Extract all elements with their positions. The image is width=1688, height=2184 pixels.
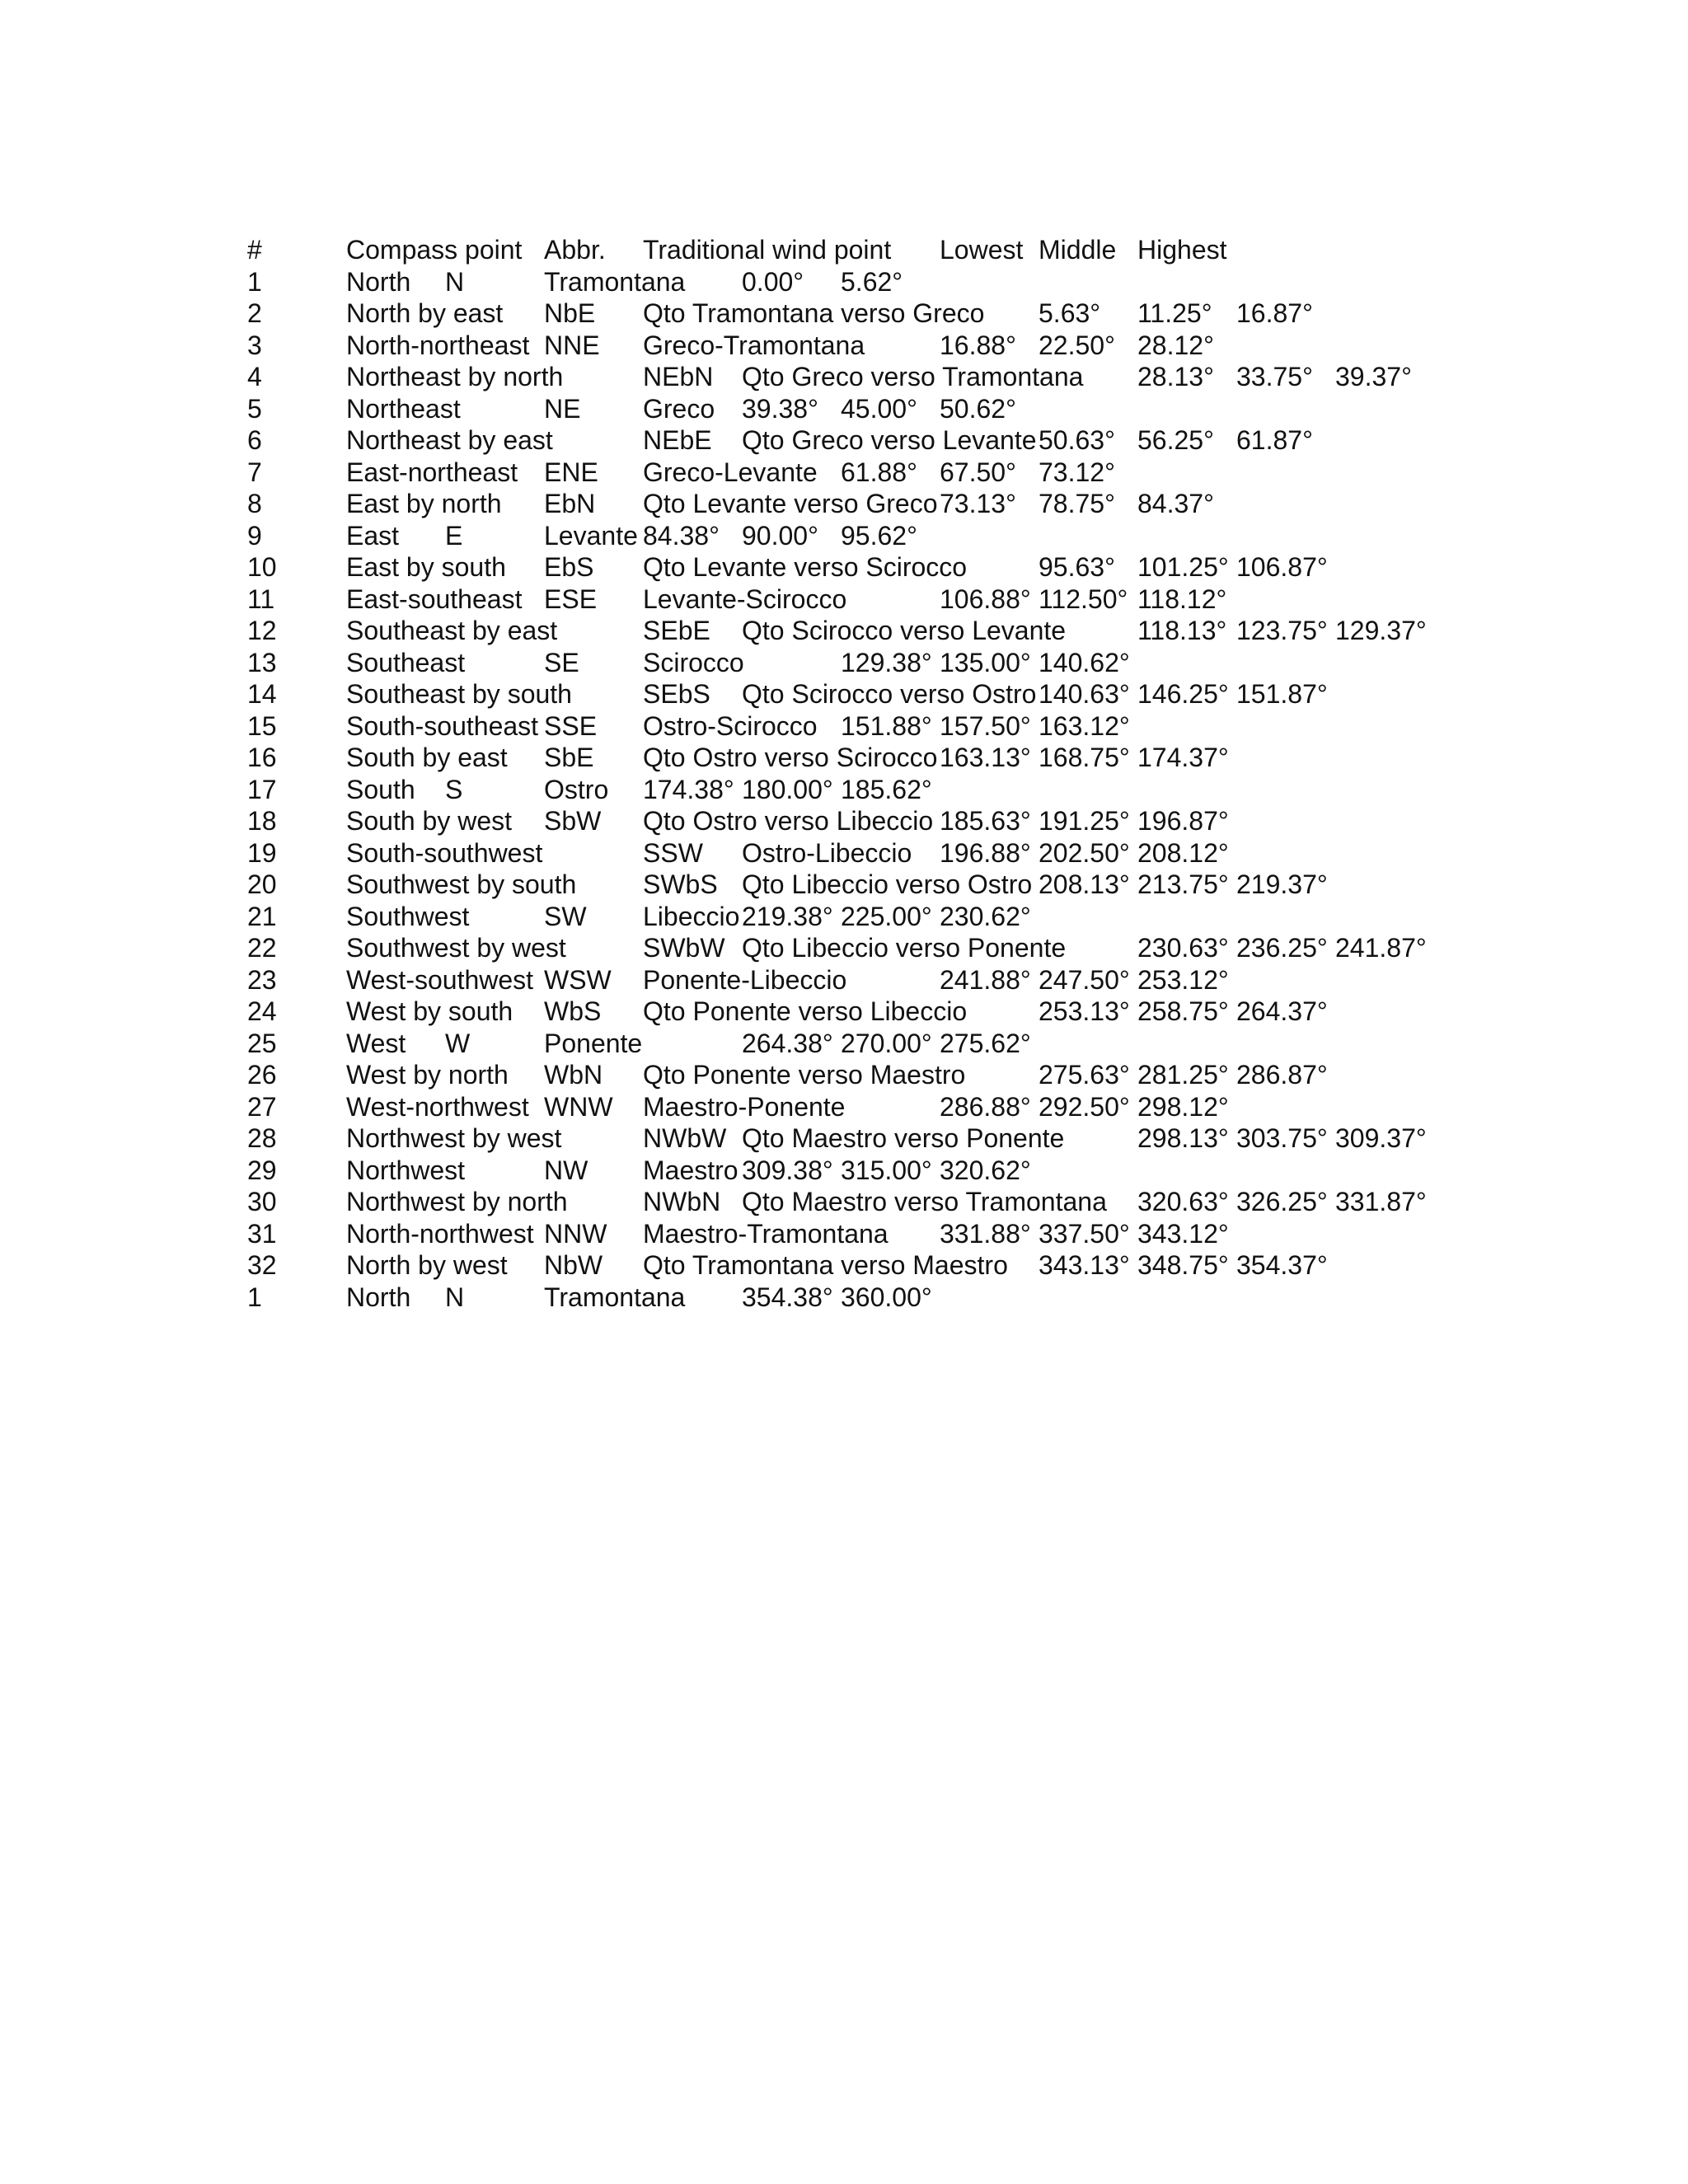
table-row xyxy=(247,1028,1484,1060)
row-15-cell-0: 16 xyxy=(247,743,277,772)
table-row xyxy=(247,615,1484,647)
table-row xyxy=(247,1186,1484,1218)
row-21-cell-0: 22 xyxy=(247,933,277,963)
row-20-cell-4: 219.38° xyxy=(742,901,833,931)
row-30-cell-6: 343.12° xyxy=(1137,1218,1229,1249)
row-25-cell-0: 26 xyxy=(247,1060,277,1090)
table-row xyxy=(247,742,1484,774)
row-4-cell-0: 5 xyxy=(247,393,262,424)
row-22-cell-6: 253.12° xyxy=(1137,964,1229,995)
row-17-cell-4: 185.63° xyxy=(940,806,1031,836)
row-30-cell-3: Maestro-Tramontana xyxy=(643,1218,889,1249)
row-0-cell-3: Tramontana xyxy=(544,266,686,297)
row-9-cell-2: EbS xyxy=(544,552,594,582)
row-32-cell-4: 354.38° xyxy=(742,1282,833,1312)
row-18-cell-0: 19 xyxy=(247,837,277,868)
table-row xyxy=(247,393,1484,425)
row-14-cell-1: South-southeast xyxy=(346,710,539,741)
row-30-cell-2: NNW xyxy=(544,1218,607,1249)
row-15-cell-4: 163.13° xyxy=(940,743,1031,772)
row-17-cell-5: 191.25° xyxy=(1039,806,1130,836)
row-19-cell-6: 219.37° xyxy=(1236,869,1328,899)
row-11-cell-1: Southeast by east xyxy=(346,616,558,645)
row-1-cell-5: 11.25° xyxy=(1137,298,1212,328)
row-16-cell-4: 174.38° xyxy=(643,774,734,804)
header-cell-1: Compass point xyxy=(346,235,523,265)
row-16-cell-5: 180.00° xyxy=(742,774,833,804)
row-10-cell-4: 106.88° xyxy=(940,583,1031,614)
row-13-cell-1: Southeast by south xyxy=(346,679,572,709)
table-row xyxy=(247,774,1484,806)
row-1-cell-0: 2 xyxy=(247,298,262,328)
row-10-cell-3: Levante-Scirocco xyxy=(643,583,847,614)
row-6-cell-6: 73.12° xyxy=(1039,457,1115,487)
row-11-cell-3: Qto Scirocco verso Levante xyxy=(742,616,1067,645)
row-20-cell-0: 21 xyxy=(247,901,277,931)
row-7-cell-5: 78.75° xyxy=(1039,489,1115,518)
row-1-cell-6: 16.87° xyxy=(1236,298,1313,328)
row-29-cell-5: 326.25° xyxy=(1236,1187,1328,1216)
row-31-cell-1: North by west xyxy=(346,1250,508,1280)
row-6-cell-2: ENE xyxy=(544,457,598,487)
row-25-cell-6: 286.87° xyxy=(1236,1060,1328,1090)
row-30-cell-0: 31 xyxy=(247,1218,277,1249)
row-12-cell-6: 140.62° xyxy=(1039,647,1130,677)
row-19-cell-0: 20 xyxy=(247,869,277,899)
row-31-cell-4: 343.13° xyxy=(1039,1250,1130,1280)
row-24-cell-0: 25 xyxy=(247,1028,277,1058)
row-27-cell-3: Qto Maestro verso Ponente xyxy=(742,1123,1065,1153)
compass-points-document xyxy=(247,234,1484,1313)
row-4-cell-4: 39.38° xyxy=(742,393,818,424)
row-27-cell-0: 28 xyxy=(247,1123,277,1153)
row-14-cell-2: SSE xyxy=(544,710,598,741)
row-22-cell-2: WSW xyxy=(544,964,612,995)
row-11-cell-0: 12 xyxy=(247,616,277,645)
table-row xyxy=(247,1059,1484,1091)
row-3-cell-4: 28.13° xyxy=(1137,362,1214,391)
row-5-cell-2: NEbE xyxy=(643,425,712,455)
rows-container xyxy=(247,266,1484,1314)
row-2-cell-0: 3 xyxy=(247,330,262,360)
row-14-cell-3: Ostro-Scirocco xyxy=(643,710,818,741)
row-8-cell-1: East xyxy=(346,520,400,551)
row-18-cell-4: 196.88° xyxy=(940,837,1031,868)
row-19-cell-2: SWbS xyxy=(643,869,718,899)
row-0-cell-1: North xyxy=(346,266,411,297)
row-20-cell-5: 225.00° xyxy=(841,901,932,931)
table-row xyxy=(247,330,1484,362)
row-28-cell-1: Northwest xyxy=(346,1155,466,1185)
row-11-cell-5: 123.75° xyxy=(1236,616,1328,645)
table-row xyxy=(247,488,1484,520)
header-line xyxy=(247,234,1484,266)
row-31-cell-6: 354.37° xyxy=(1236,1250,1328,1280)
row-1-cell-4: 5.63° xyxy=(1039,298,1101,328)
row-9-cell-4: 95.63° xyxy=(1039,552,1115,582)
row-7-cell-6: 84.37° xyxy=(1137,489,1214,518)
header-cell-2: Abbr. xyxy=(544,235,606,265)
row-0-cell-4: 0.00° xyxy=(742,266,804,297)
row-1-cell-1: North by east xyxy=(346,298,504,328)
header-cell-3: Traditional wind point xyxy=(643,235,892,265)
row-16-cell-0: 17 xyxy=(247,774,277,804)
row-25-cell-2: WbN xyxy=(544,1060,603,1090)
row-2-cell-3: Greco-Tramontana xyxy=(643,330,865,360)
table-row xyxy=(247,520,1484,552)
row-3-cell-2: NEbN xyxy=(643,362,714,391)
row-14-cell-4: 151.88° xyxy=(841,710,932,741)
row-21-cell-1: Southwest by west xyxy=(346,933,566,963)
row-8-cell-0: 9 xyxy=(247,520,262,551)
row-3-cell-5: 33.75° xyxy=(1236,362,1313,391)
row-20-cell-2: SW xyxy=(544,901,587,931)
row-11-cell-2: SEbE xyxy=(643,616,710,645)
row-4-cell-1: Northeast xyxy=(346,393,461,424)
row-20-cell-3: Libeccio xyxy=(643,901,740,931)
row-5-cell-0: 6 xyxy=(247,425,262,455)
row-30-cell-5: 337.50° xyxy=(1039,1218,1130,1249)
row-4-cell-2: NE xyxy=(544,393,581,424)
header-cell-4: Lowest xyxy=(940,235,1024,265)
row-7-cell-0: 8 xyxy=(247,489,262,518)
row-1-cell-2: NbE xyxy=(544,298,596,328)
row-5-cell-6: 61.87° xyxy=(1236,425,1313,455)
table-row xyxy=(247,1249,1484,1282)
row-17-cell-3: Qto Ostro verso Libeccio xyxy=(643,806,934,836)
row-23-cell-1: West by south xyxy=(346,996,513,1026)
row-28-cell-5: 315.00° xyxy=(841,1155,932,1185)
header-cell-5: Middle xyxy=(1039,235,1117,265)
row-6-cell-5: 67.50° xyxy=(940,457,1016,487)
row-10-cell-5: 112.50° xyxy=(1039,583,1128,614)
row-9-cell-5: 101.25° xyxy=(1137,552,1229,582)
row-2-cell-6: 28.12° xyxy=(1137,330,1214,360)
row-29-cell-1: Northwest by north xyxy=(346,1187,568,1216)
row-31-cell-5: 348.75° xyxy=(1137,1250,1229,1280)
row-7-cell-4: 73.13° xyxy=(940,489,1016,518)
row-12-cell-3: Scirocco xyxy=(643,647,744,677)
row-31-cell-2: NbW xyxy=(544,1250,603,1280)
row-23-cell-5: 258.75° xyxy=(1137,996,1229,1026)
row-23-cell-3: Qto Ponente verso Libeccio xyxy=(643,996,968,1026)
row-30-cell-4: 331.88° xyxy=(940,1218,1031,1249)
row-17-cell-0: 18 xyxy=(247,806,277,836)
row-13-cell-5: 146.25° xyxy=(1137,679,1229,709)
row-32-cell-5: 360.00° xyxy=(841,1282,932,1312)
table-row xyxy=(247,583,1484,616)
row-2-cell-1: North-northeast xyxy=(346,330,530,360)
table-row xyxy=(247,1282,1484,1314)
row-21-cell-5: 236.25° xyxy=(1236,933,1328,963)
row-21-cell-3: Qto Libeccio verso Ponente xyxy=(742,933,1067,963)
row-24-cell-5: 270.00° xyxy=(841,1028,932,1058)
row-26-cell-2: WNW xyxy=(544,1091,613,1122)
row-27-cell-2: NWbW xyxy=(643,1123,727,1153)
row-24-cell-4: 264.38° xyxy=(742,1028,833,1058)
table-row xyxy=(247,710,1484,743)
row-17-cell-2: SbW xyxy=(544,806,602,836)
table-row xyxy=(247,298,1484,330)
row-18-cell-5: 202.50° xyxy=(1039,837,1130,868)
row-24-cell-1: West xyxy=(346,1028,406,1058)
row-13-cell-4: 140.63° xyxy=(1039,679,1130,709)
row-29-cell-2: NWbN xyxy=(643,1187,721,1216)
row-14-cell-6: 163.12° xyxy=(1039,710,1130,741)
row-28-cell-3: Maestro xyxy=(643,1155,738,1185)
row-15-cell-1: South by east xyxy=(346,743,508,772)
row-28-cell-6: 320.62° xyxy=(940,1155,1031,1185)
row-10-cell-0: 11 xyxy=(247,583,275,614)
row-12-cell-0: 13 xyxy=(247,647,277,677)
row-31-cell-0: 32 xyxy=(247,1250,277,1280)
row-26-cell-3: Maestro-Ponente xyxy=(643,1091,846,1122)
row-25-cell-3: Qto Ponente verso Maestro xyxy=(643,1060,966,1090)
row-32-cell-1: North xyxy=(346,1282,411,1312)
row-25-cell-4: 275.63° xyxy=(1039,1060,1130,1090)
row-16-cell-3: Ostro xyxy=(544,774,609,804)
row-12-cell-1: Southeast xyxy=(346,647,466,677)
row-19-cell-3: Qto Libeccio verso Ostro xyxy=(742,869,1033,899)
header-cell-6: Highest xyxy=(1137,235,1227,265)
row-15-cell-5: 168.75° xyxy=(1039,743,1130,772)
row-18-cell-6: 208.12° xyxy=(1137,837,1229,868)
row-12-cell-2: SE xyxy=(544,647,579,677)
row-8-cell-2: E xyxy=(445,520,463,551)
row-2-cell-4: 16.88° xyxy=(940,330,1016,360)
table-row xyxy=(247,678,1484,710)
row-6-cell-3: Greco-Levante xyxy=(643,457,818,487)
row-10-cell-2: ESE xyxy=(544,583,598,614)
row-24-cell-3: Ponente xyxy=(544,1028,643,1058)
row-16-cell-2: S xyxy=(445,774,463,804)
row-23-cell-6: 264.37° xyxy=(1236,996,1328,1026)
row-29-cell-3: Qto Maestro verso Tramontana xyxy=(742,1187,1107,1216)
row-29-cell-4: 320.63° xyxy=(1137,1187,1229,1216)
row-11-cell-4: 118.13° xyxy=(1137,616,1227,645)
row-31-cell-3: Qto Tramontana verso Maestro xyxy=(643,1250,1008,1280)
row-9-cell-6: 106.87° xyxy=(1236,552,1328,582)
row-26-cell-6: 298.12° xyxy=(1137,1091,1229,1122)
row-8-cell-3: Levante xyxy=(544,520,638,551)
table-row xyxy=(247,932,1484,964)
row-15-cell-2: SbE xyxy=(544,743,594,772)
table-row xyxy=(247,837,1484,869)
row-12-cell-4: 129.38° xyxy=(841,647,932,677)
row-26-cell-5: 292.50° xyxy=(1039,1091,1130,1122)
table-row xyxy=(247,266,1484,298)
row-23-cell-0: 24 xyxy=(247,996,277,1026)
row-23-cell-4: 253.13° xyxy=(1039,996,1130,1026)
table-row xyxy=(247,1122,1484,1155)
header-cell-0: # xyxy=(247,235,262,265)
row-18-cell-1: South-southwest xyxy=(346,837,543,868)
table-row xyxy=(247,1218,1484,1250)
row-6-cell-0: 7 xyxy=(247,457,262,487)
row-11-cell-6: 129.37° xyxy=(1335,616,1427,645)
row-22-cell-4: 241.88° xyxy=(940,964,1031,995)
row-6-cell-1: East-northeast xyxy=(346,457,518,487)
row-25-cell-1: West by north xyxy=(346,1060,509,1090)
row-13-cell-0: 14 xyxy=(247,679,277,709)
row-9-cell-3: Qto Levante verso Scirocco xyxy=(643,552,968,582)
row-14-cell-0: 15 xyxy=(247,710,277,741)
row-0-cell-0: 1 xyxy=(247,266,262,297)
row-19-cell-1: Southwest by south xyxy=(346,869,577,899)
table-row xyxy=(247,551,1484,583)
row-3-cell-6: 39.37° xyxy=(1335,362,1412,391)
row-18-cell-3: Ostro-Libeccio xyxy=(742,837,912,868)
row-22-cell-1: West-southwest xyxy=(346,964,534,995)
row-4-cell-3: Greco xyxy=(643,393,715,424)
row-22-cell-5: 247.50° xyxy=(1039,964,1130,995)
row-27-cell-5: 303.75° xyxy=(1236,1123,1328,1153)
row-7-cell-1: East by north xyxy=(346,489,502,518)
row-15-cell-3: Qto Ostro verso Scirocco xyxy=(643,743,938,772)
row-21-cell-6: 241.87° xyxy=(1335,933,1427,963)
row-7-cell-2: EbN xyxy=(544,489,596,518)
row-13-cell-6: 151.87° xyxy=(1236,679,1328,709)
row-26-cell-4: 286.88° xyxy=(940,1091,1031,1122)
row-27-cell-6: 309.37° xyxy=(1335,1123,1427,1153)
table-row xyxy=(247,1091,1484,1123)
row-21-cell-4: 230.63° xyxy=(1137,933,1229,963)
row-22-cell-3: Ponente-Libeccio xyxy=(643,964,847,995)
row-29-cell-0: 30 xyxy=(247,1187,277,1216)
row-16-cell-6: 185.62° xyxy=(841,774,932,804)
row-2-cell-5: 22.50° xyxy=(1039,330,1115,360)
table-row xyxy=(247,424,1484,457)
row-8-cell-6: 95.62° xyxy=(841,520,917,551)
row-28-cell-0: 29 xyxy=(247,1155,277,1185)
row-24-cell-2: W xyxy=(445,1028,471,1058)
row-20-cell-1: Southwest xyxy=(346,901,470,931)
row-16-cell-1: South xyxy=(346,774,415,804)
row-32-cell-2: N xyxy=(445,1282,465,1312)
row-10-cell-1: East-southeast xyxy=(346,583,523,614)
table-row xyxy=(247,964,1484,996)
row-7-cell-3: Qto Levante verso Greco xyxy=(643,489,938,518)
row-30-cell-1: North-northwest xyxy=(346,1218,534,1249)
row-18-cell-2: SSW xyxy=(643,837,703,868)
row-2-cell-2: NNE xyxy=(544,330,600,360)
row-6-cell-4: 61.88° xyxy=(841,457,917,487)
row-14-cell-5: 157.50° xyxy=(940,710,1031,741)
row-22-cell-0: 23 xyxy=(247,964,277,995)
row-27-cell-1: Northwest by west xyxy=(346,1123,562,1153)
row-28-cell-2: NW xyxy=(544,1155,588,1185)
table-row xyxy=(247,457,1484,489)
row-9-cell-1: East by south xyxy=(346,552,506,582)
table-row xyxy=(247,647,1484,679)
row-9-cell-0: 10 xyxy=(247,552,277,582)
row-0-cell-5: 5.62° xyxy=(841,266,903,297)
row-24-cell-6: 275.62° xyxy=(940,1028,1031,1058)
row-3-cell-3: Qto Greco verso Tramontana xyxy=(742,362,1084,391)
row-0-cell-2: N xyxy=(445,266,465,297)
row-19-cell-5: 213.75° xyxy=(1137,869,1229,899)
table-row xyxy=(247,361,1484,393)
row-10-cell-6: 118.12° xyxy=(1137,583,1227,614)
row-28-cell-4: 309.38° xyxy=(742,1155,833,1185)
row-17-cell-1: South by west xyxy=(346,806,512,836)
row-29-cell-6: 331.87° xyxy=(1335,1187,1427,1216)
table-row xyxy=(247,1155,1484,1187)
table-row xyxy=(247,901,1484,933)
row-5-cell-3: Qto Greco verso Levante xyxy=(742,425,1037,455)
row-32-cell-0: 1 xyxy=(247,1282,262,1312)
row-21-cell-2: SWbW xyxy=(643,933,725,963)
row-8-cell-5: 90.00° xyxy=(742,520,818,551)
row-5-cell-5: 56.25° xyxy=(1137,425,1214,455)
row-1-cell-3: Qto Tramontana verso Greco xyxy=(643,298,985,328)
row-4-cell-5: 45.00° xyxy=(841,393,917,424)
row-26-cell-0: 27 xyxy=(247,1091,277,1122)
row-13-cell-2: SEbS xyxy=(643,679,710,709)
row-19-cell-4: 208.13° xyxy=(1039,869,1130,899)
row-8-cell-4: 84.38° xyxy=(643,520,720,551)
row-15-cell-6: 174.37° xyxy=(1137,743,1229,772)
row-20-cell-6: 230.62° xyxy=(940,901,1031,931)
row-23-cell-2: WbS xyxy=(544,996,602,1026)
row-4-cell-6: 50.62° xyxy=(940,393,1016,424)
row-17-cell-6: 196.87° xyxy=(1137,806,1229,836)
row-32-cell-3: Tramontana xyxy=(544,1282,686,1312)
row-26-cell-1: West-northwest xyxy=(346,1091,529,1122)
table-row xyxy=(247,805,1484,837)
row-3-cell-1: Northeast by north xyxy=(346,362,564,391)
table-row xyxy=(247,996,1484,1028)
table-row xyxy=(247,869,1484,901)
row-5-cell-4: 50.63° xyxy=(1039,425,1115,455)
row-27-cell-4: 298.13° xyxy=(1137,1123,1229,1153)
row-5-cell-1: Northeast by east xyxy=(346,425,553,455)
row-3-cell-0: 4 xyxy=(247,362,262,391)
row-13-cell-3: Qto Scirocco verso Ostro xyxy=(742,679,1037,709)
row-25-cell-5: 281.25° xyxy=(1137,1060,1229,1090)
row-12-cell-5: 135.00° xyxy=(940,647,1031,677)
